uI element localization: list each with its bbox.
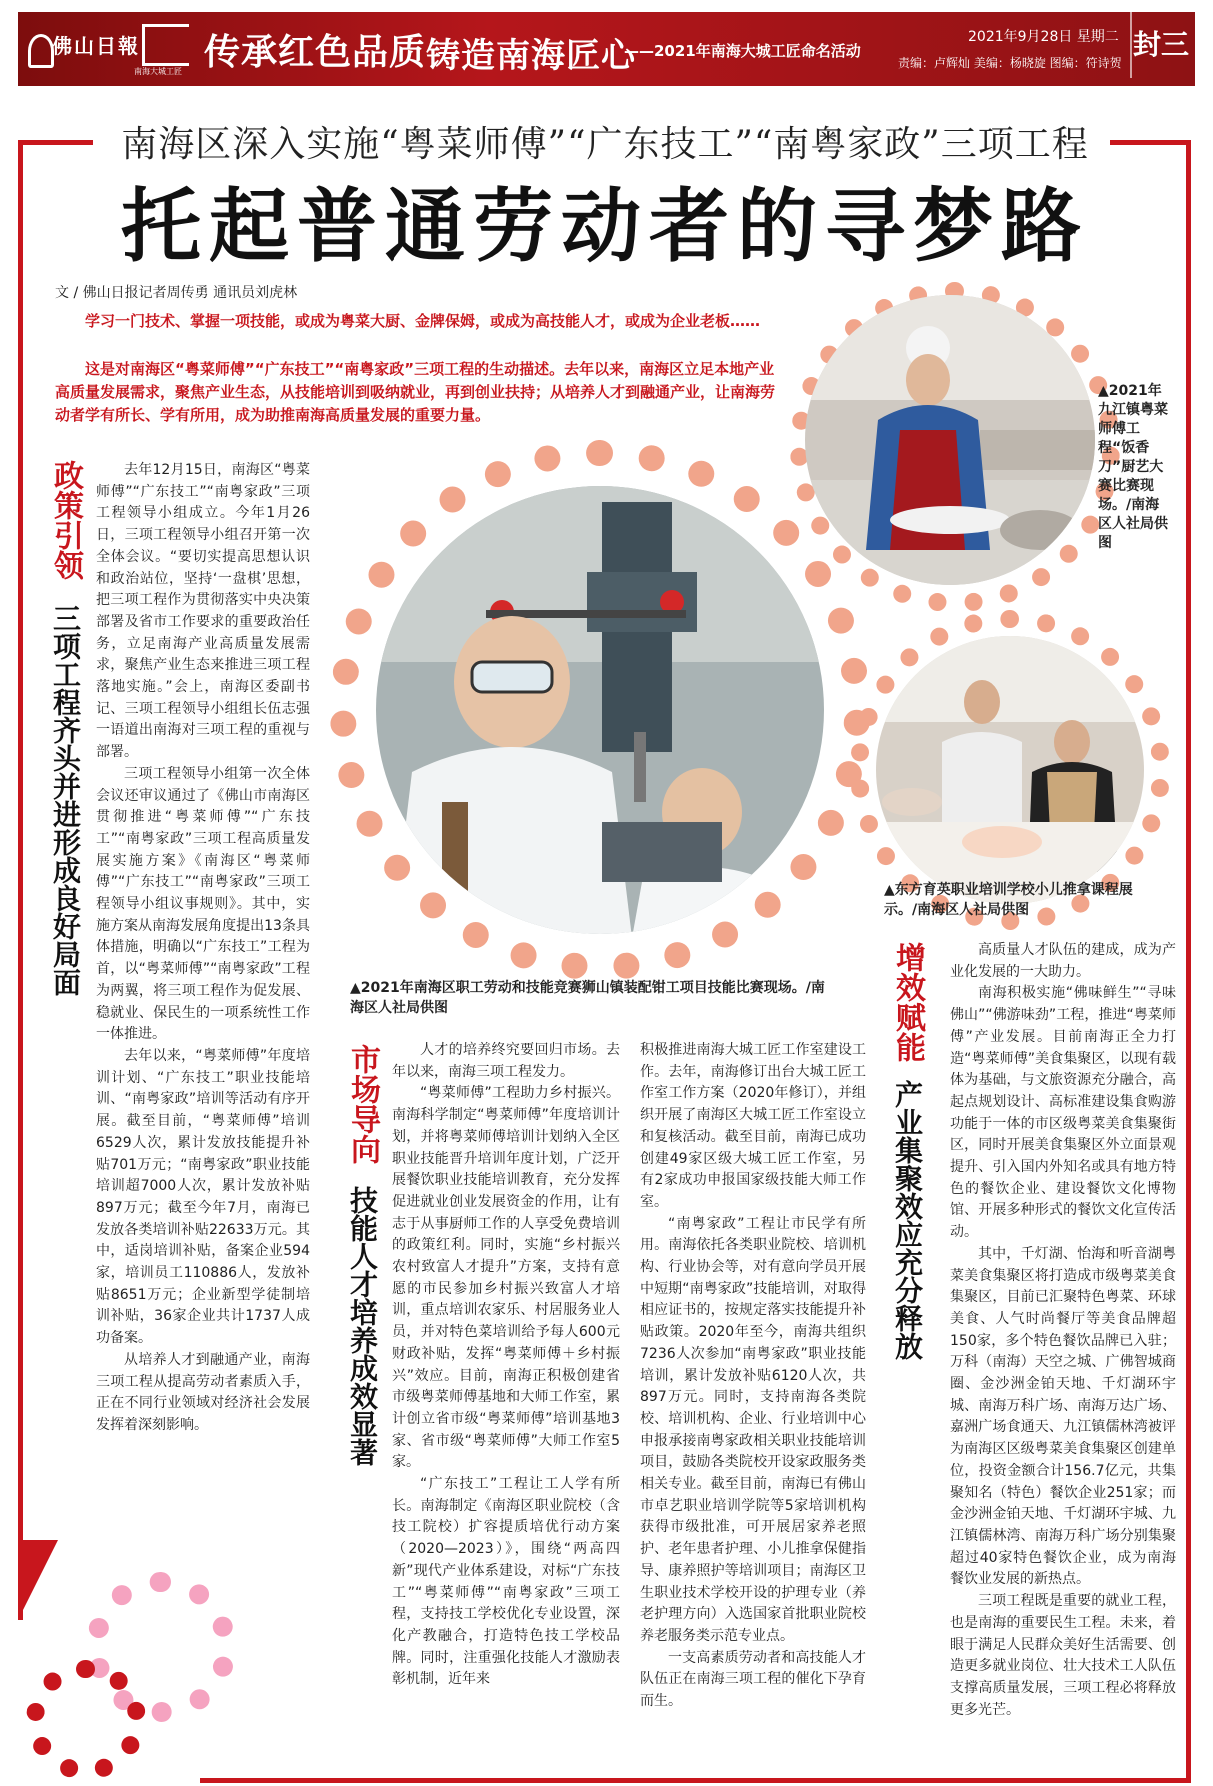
col4-paragraph: 高质量人才队伍的建成，成为产业化发展的一大助力。 [950, 942, 1176, 980]
col2-paragraph: “粤菜师傅”工程助力乡村振兴。南海科学制定“粤菜师傅”年度培训计划，并将粤菜师傅培训计划纳入全区职业技能晋升培训年度计划，广泛开展餐饮职业技能培训教育，充分发挥促进就业创业发展资金的作用，让有志于从事厨师工作的人享受免费培训的政策红利。同时，实施“乡村振兴农村致富人才提升”方案，支持有意愿的市民参加乡村振兴致富人才培训，重点培训农家乐、村居服务业人员，并对特色菜培训给予每人600元财政补贴，发挥“粤菜师傅＋乡村振兴”效应。目前，南海正积极创建省市级粤菜师傅基地和大师工作室，累计创立省市级“粤菜师傅”培训基地3家、省市级“粤菜师傅”大师工作室5家。 [392, 1085, 620, 1471]
col4-paragraph: 其中，千灯湖、怡海和听音湖粤菜美食集聚区将打造成市级粤菜美食集聚区，目前已汇聚特色粤菜、环球美食、人气时尚餐厅等美食品牌超150家，多个特色餐饮品牌已入驻；万科（南海）天空之城、广佛智城商圈、金沙洲金铂天地、千灯湖环宇城、南海万科广场、南海万达广场、嘉洲广场食通天、九江镇儒林湾被评为南海区区级粤菜美食集聚区创建单位，投资金额合计156.7亿元，共集聚知名（特色）餐饮企业251家；而金沙洲金铂天地、千灯湖环宇城、九江镇儒林湾、南海万科广场分别集聚超过40家特色餐饮企业，成为南海餐饮业发展的新热点。 [950, 1245, 1176, 1588]
col2-paragraph: “广东技工”工程让工人学有所长。南海制定《南海区职业院校（含技工院校）扩容提质培优行动方案（2020—2023）》，围绕“两高四新”现代产业体系建设，对标“广东技工”“粤菜师傅”“南粤家政”三项工程，支持技工学校优化专业设置，深化产教融合，打造特色技工学校品牌。同时，注重强化技能人才激励表彰机制，近年来 [392, 1476, 620, 1688]
column-2-text [392, 1040, 620, 1691]
col4-paragraph: 三项工程既是重要的就业工程，也是南海的重要民生工程。未来，着眼于满足人民群众美好生活需要、创造更多就业岗位、壮大技术工人队伍支撑高质量发展，三项工程必将释放更多光芒。 [950, 1593, 1176, 1718]
section1-title: 三项工程齐头并进形成良好局面 [49, 604, 82, 996]
page-label: 封三 [1130, 12, 1190, 78]
col1-paragraph: 去年12月15日，南海区“粤菜师傅”“广东技工”“南粤家政”三项工程领导小组成立。今年1月26日，三项工程领导小组召开第一次全体会议。“要切实提高思想认识和政治站位，坚持‘一盘棋’思想，把三项工程作为贯彻落实中央决策部署及省市工作要求的重要政治任务，立足南海产业高质量发展需求，聚焦产业生态来推进三项工程落地实施。”会上，南海区委副书记、三项工程领导小组组长伍志强一语道出南海对三项工程的重视与部署。 [96, 462, 310, 761]
frame-top-right-border [1110, 140, 1190, 145]
callout-tail [18, 1540, 58, 1620]
byline: 文 / 佛山日报记者周传勇 通讯员刘虎林 [55, 285, 298, 301]
issue-date: 2021年9月28日 星期二 [968, 29, 1119, 45]
col1-paragraph: 三项工程领导小组第一次全体会议还审议通过了《佛山市南海区贯彻推进“粤菜师傅”“广东技工”“南粤家政”三项工程高质量发展实施方案》《南海区“粤菜师傅”“广东技工”“南粤家政”三项工程领导小组议事规则》。其中，实施方案从南海发展角度提出13条具体措施，明确以“广东技工”工程为首，以“粤菜师傅”“南粤家政”工程为两翼，将三项工程作为促发展、稳就业、保民生的一项系统性工作一体推进。 [96, 765, 310, 1043]
emblem-text: 南海大城工匠 [134, 67, 182, 76]
col1-paragraph: 去年以来，“粤菜师傅”年度培训计划、“广东技工”职业技能培训、“南粤家政”培训等活动有序开展。截至目前，“粤菜师傅”培训6529人次，累计发放技能提升补贴701万元；“南粤家政”职业技能培训超7000人次，累计发放补贴897万元；截至今年7月，南海已发放各类培训补贴22633万元。其中，适岗培训补贴，备案企业594家，培训员工110886人，发放补贴8651万元；企业新型学徒制培训补贴，36家企业共计1737人成功备案。 [96, 1047, 310, 1347]
frame-left-border [18, 140, 23, 1620]
page-banner [18, 12, 1195, 86]
article-kicker: 南海区深入实施“粤菜师傅”“广东技工”“南粤家政”三项工程 [121, 124, 1089, 165]
section3-label: 增效赋能 [890, 942, 925, 1062]
chef-photo-caption: ▲2021年九江镇粤菜师傅工程“饭香刀”厨艺大赛比赛现场。/南海区人社局供图 [1098, 383, 1168, 551]
nanny-photo-caption: ▲东方育英职业培训学校小儿推拿课程展示。/南海区人社局供图 [884, 882, 1133, 918]
section2-title: 技能人才培养成效显著 [346, 1186, 379, 1466]
lead-paragraph-1: 学习一门技术、掌握一项技能，或成为粤菜大厨、金牌保姆，或成为高技能人才，或成为企业老板…… [85, 312, 761, 330]
col2-paragraph: 人才的培养终究要回归市场。去年以来，南海三项工程发力。 [392, 1042, 620, 1080]
col3-paragraph: “南粤家政”工程让市民学有所用。南海依托各类职业院校、培训机构、行业协会等，对有意向学员开展中短期“南粤家政”技能培训，对取得相应证书的，按规定落实技能提升补贴政策。2020年至今，南海共组织7236人次参加“南粤家政”职业技能培训，累计发放补贴6120人次，共897万元。同时，支持南海各类院校、培训机构、企业、行业培训中心申报承接南粤家政相关职业技能培训项目，鼓励各类院校开设家政服务类相关专业。截至目前，南海已有佛山市卓艺职业培训学院等5家培训机构获得市级批准，可开展居家养老照护、老年患者护理、小儿推拿保健指导、康养照护等培训项目；南海区卫生职业技术学校开设的护理专业（养老护理方向）入选国家首批职业院校养老服务类示范专业点。 [640, 1215, 866, 1644]
section3-title: 产业集聚效应充分释放 [891, 1080, 924, 1360]
frame-top-left-border [18, 140, 93, 145]
lead-paragraph-2: 这是对南海区“粤菜师傅”“广东技工”“南粤家政”三项工程的生动描述。去年以来，南海区立足本地产业高质量发展需求，聚焦产业生态，从技能培训到吸纳就业，再到创业扶持；从培养人才到融通产业，让南海劳动者学有所长、学有所用，成为助推南海高质量发展的重要力量。 [55, 360, 776, 424]
event-title: ——2021年南海大城工匠命名活动 [624, 42, 861, 60]
column-4-text [950, 940, 1176, 1721]
col3-paragraph: 一支高素质劳动者和高技能人才队伍正在南海三项工程的催化下孕育而生。 [640, 1649, 866, 1710]
emblem-icon [142, 24, 189, 66]
newspaper-logo-icon [28, 34, 54, 68]
column-1-text [96, 460, 310, 1437]
editor-credits: 责编：卢辉灿 美编：杨晓旋 图编：符诗贺 [898, 56, 1122, 70]
gear-bottom-left-red-icon [26, 1660, 146, 1780]
chef-photo [800, 290, 1100, 590]
col3-paragraph: 积极推进南海大城工匠工作室建设工作。去年，南海修订出台大城工匠工作室工作方案（2020年修订），并组织开展了南海区大城工匠工作室设立和复核活动。截至目前，南海已成功创建49家区级大城工匠工作室，另有2家成功申报国家级技能大师工作室。 [640, 1042, 866, 1210]
frame-bottom-border [200, 1778, 1190, 1783]
col1-paragraph: 从培养人才到融通产业，南海三项工程从提高劳动者素质入手，正在不同行业领域对经济社会发展发挥着深刻影响。 [96, 1351, 310, 1433]
section1-label: 政策引领 [48, 460, 83, 580]
slogan-part2: 铸造南海匠心 [426, 36, 636, 76]
main-photo-caption: ▲2021年南海区职工劳动和技能竞赛狮山镇装配钳工项目技能比赛现场。/南海区人社局供图 [350, 980, 825, 1016]
section2-label: 市场导向 [345, 1044, 380, 1164]
newspaper-name: 佛山日報 [52, 34, 140, 58]
frame-right-border [1186, 140, 1191, 1783]
col4-paragraph: 南海积极实施“佛味鲜生”“寻味佛山”“佛游味劲”工程，推进“粤菜师傅”产业发展。目前南海正全力打造“粤菜师傅”美食集聚区，以现有载体为基础，与文旅资源充分融合，高起点规划设计、高标准建设集食购游功能于一体的市区级粤菜美食集聚街区，同时开展美食集聚区外立面景观提升、引入国内外知名或具有地方特色的餐饮企业、建设餐饮文化博物馆、开展多种形式的餐饮文化宣传活动。 [950, 985, 1176, 1241]
article-headline: 托起普通劳动者的寻梦路 [121, 179, 1089, 273]
slogan-part1: 传承红色品质 [204, 31, 427, 73]
column-3-text [640, 1040, 866, 1713]
main-photo [372, 482, 828, 938]
nanny-photo [872, 632, 1148, 908]
